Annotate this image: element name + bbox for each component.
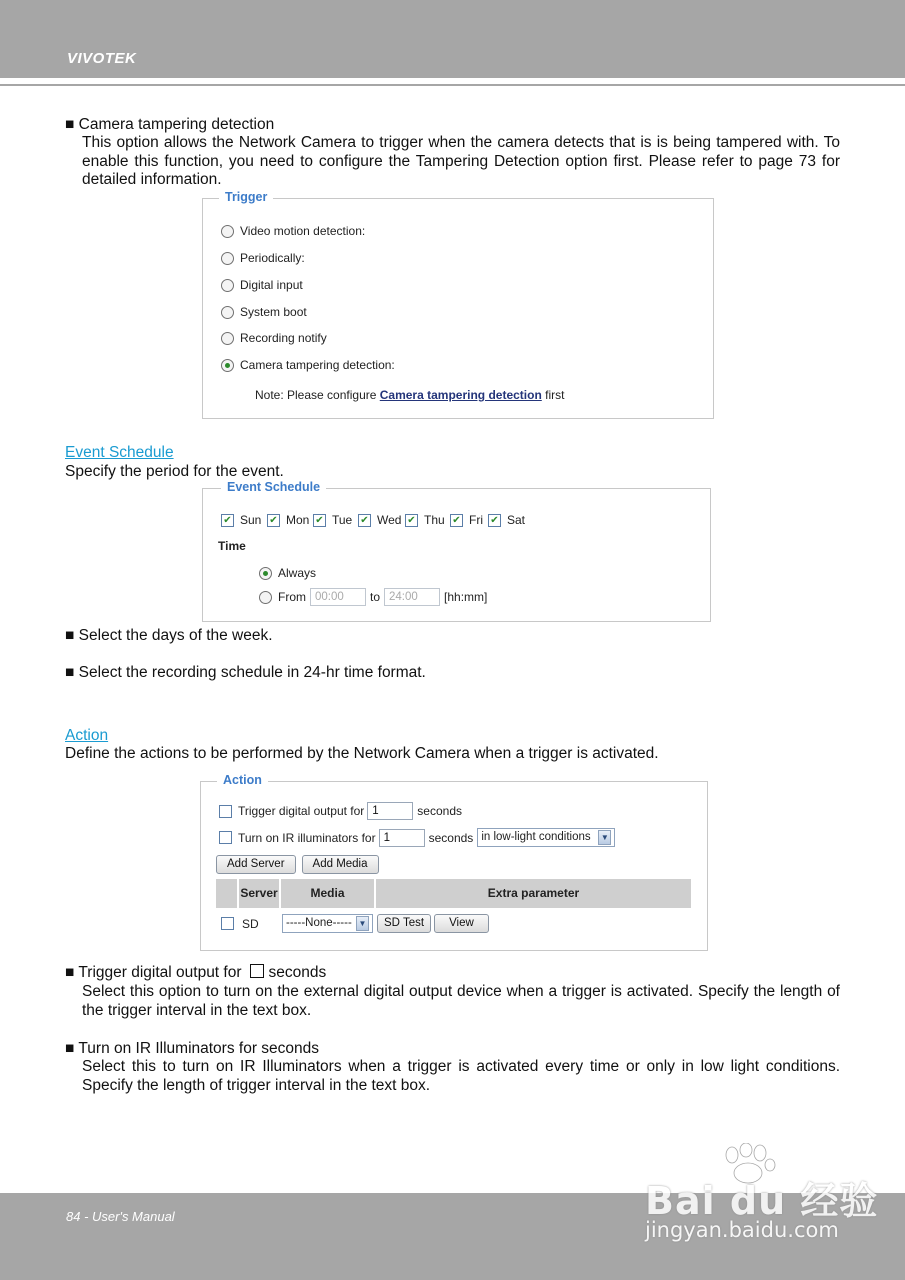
digital-output-heading: ■ Trigger digital output for seconds [65, 964, 327, 981]
check-icon[interactable]: ✔ [488, 514, 501, 527]
table-row [221, 914, 489, 933]
tamper-description: This option allows the Network Camera to trigger when the camera detects that is is being tampered with. To enable this function, you need to configure the Tampering Detection option first. Please refer to page 73 for detailed information. [82, 134, 840, 188]
watermark-url: jingyan.baidu.com [645, 1218, 839, 1242]
schedule-legend: Event Schedule [221, 480, 326, 494]
action-description: Define the actions to be performed by the Network Camera when a trigger is activated. [65, 745, 659, 762]
action-link[interactable]: Action [65, 727, 109, 744]
trigger-note: Note: Please configure Camera tampering detection first [255, 388, 565, 402]
radio-selected-icon[interactable] [259, 567, 272, 580]
trigger-option[interactable]: Video motion detection: [221, 224, 365, 238]
day-checkbox[interactable]: ✔ Wed [358, 513, 401, 527]
tamper-heading: ■ Camera tampering detection [65, 116, 275, 133]
tamper-config-link[interactable]: Camera tampering detection [379, 388, 542, 402]
ir-checkbox[interactable] [219, 831, 232, 844]
to-time-input[interactable]: 24:00 [384, 588, 440, 606]
add-media-button[interactable]: Add Media [302, 855, 379, 874]
header-media: Media [281, 879, 376, 908]
trigger-legend: Trigger [219, 190, 273, 204]
checkbox-icon [250, 964, 264, 978]
check-icon[interactable]: ✔ [313, 514, 326, 527]
from-option[interactable]: From 00:00 to 24:00 [hh:mm] [259, 588, 487, 606]
event-schedule-link[interactable]: Event Schedule [65, 444, 174, 461]
schedule-note-days: ■ Select the days of the week. [65, 627, 273, 644]
schedule-note-time: ■ Select the recording schedule in 24-hr time format. [65, 664, 426, 681]
chevron-down-icon[interactable]: ▼ [598, 830, 611, 845]
trigger-option[interactable]: Digital input [221, 278, 303, 292]
day-checkbox[interactable]: ✔ Mon [267, 513, 309, 527]
radio-icon[interactable] [221, 252, 234, 265]
radio-icon[interactable] [221, 225, 234, 238]
radio-selected-icon[interactable] [221, 359, 234, 372]
digital-output-seconds-input[interactable]: 1 [367, 802, 413, 820]
digital-output-checkbox[interactable] [219, 805, 232, 818]
check-icon[interactable]: ✔ [405, 514, 418, 527]
ir-row: Turn on IR illuminators for 1 seconds in low-light conditions ▼ [219, 828, 615, 847]
header-divider [0, 84, 905, 86]
sd-test-button[interactable]: SD Test [377, 914, 431, 933]
action-buttons [216, 855, 379, 874]
from-time-input[interactable]: 00:00 [310, 588, 366, 606]
media-select[interactable]: -----None----- ▼ [282, 914, 373, 933]
trigger-option-selected[interactable]: Camera tampering detection: [221, 358, 395, 372]
view-button[interactable]: View [434, 914, 489, 933]
trigger-option[interactable]: System boot [221, 305, 307, 319]
always-option[interactable]: Always [259, 566, 316, 580]
day-checkbox[interactable]: ✔ Fri [450, 513, 483, 527]
day-checkbox[interactable]: ✔ Thu [405, 513, 445, 527]
ir-heading: ■ Turn on IR Illuminators for seconds [65, 1040, 320, 1057]
check-icon[interactable]: ✔ [221, 514, 234, 527]
row-server: SD [242, 916, 259, 931]
digital-output-row: Trigger digital output for 1 seconds [219, 802, 462, 820]
check-icon[interactable]: ✔ [358, 514, 371, 527]
row-checkbox[interactable] [221, 917, 234, 930]
radio-icon[interactable] [221, 279, 234, 292]
check-icon[interactable]: ✔ [267, 514, 280, 527]
action-legend: Action [217, 773, 268, 787]
digital-output-description: Select this option to turn on the external digital output device when a trigger is activated. Specify the length of the trigger interval in the text box. [82, 983, 840, 1019]
time-label: Time [218, 539, 246, 553]
ir-description: Select this to turn on IR Illuminators when a trigger is activated every time or only in low light conditions. Specify the length of trigger interval in the text box. [82, 1058, 840, 1094]
trigger-option[interactable]: Recording notify [221, 331, 327, 345]
watermark-logo: Bai du 经验 [645, 1179, 879, 1223]
day-checkbox[interactable]: ✔ Tue [313, 513, 352, 527]
header-server: Server [239, 879, 281, 908]
radio-icon[interactable] [221, 332, 234, 345]
ir-seconds-input[interactable]: 1 [379, 829, 425, 847]
action-panel [200, 773, 708, 951]
trigger-panel [202, 190, 714, 419]
radio-icon[interactable] [259, 591, 272, 604]
day-checkbox[interactable]: ✔ Sat [488, 513, 525, 527]
check-icon[interactable]: ✔ [450, 514, 463, 527]
action-table-header [216, 879, 691, 908]
add-server-button[interactable]: Add Server [216, 855, 296, 874]
trigger-option[interactable]: Periodically: [221, 251, 305, 265]
event-schedule-description: Specify the period for the event. [65, 463, 284, 480]
page-number: 84 - User's Manual [66, 1209, 175, 1224]
radio-icon[interactable] [221, 306, 234, 319]
brand-logo: VIVOTEK [67, 50, 137, 67]
day-checkbox[interactable]: ✔ Sun [221, 513, 261, 527]
ir-condition-select[interactable]: in low-light conditions ▼ [477, 828, 615, 847]
header-extra-parameter: Extra parameter [487, 886, 580, 900]
schedule-panel [202, 480, 711, 622]
chevron-down-icon[interactable]: ▼ [356, 916, 369, 931]
